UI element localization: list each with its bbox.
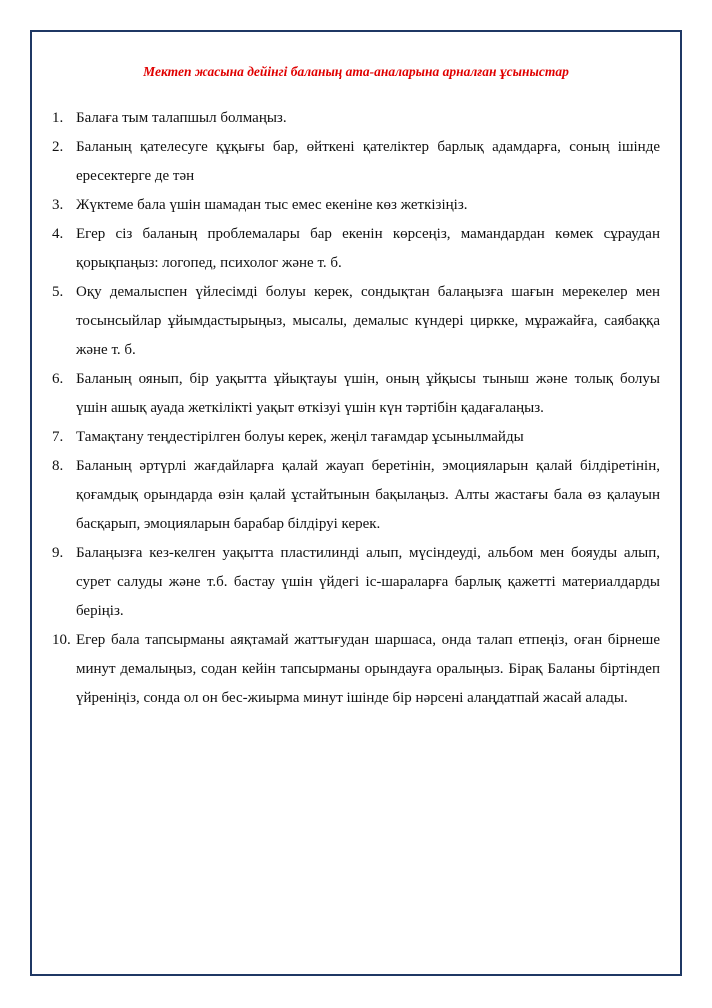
document-title: Мектеп жасына дейінгі баланың ата-аналарына арналған ұсыныстар [143,64,569,79]
item-number: 8. [52,458,64,474]
item-number: 5. [52,284,64,300]
item-number: 7. [52,429,64,445]
list-item [52,278,660,365]
recommendations-list [52,104,660,713]
item-text: Егер сіз баланың проблемалары бар екенін көрсеңіз, мамандардан көмек сұраудан қорықпаңыз: логопед, психолог және т. б. [76,226,660,271]
item-text: Баланың қателесуге құқығы бар, өйткені қателіктер барлық адамдарға, соның ішінде ересектерге де тән [76,139,660,184]
item-number: 2. [52,139,64,155]
item-text: Баланың оянып, бір уақытта ұйықтауы үшін, оның ұйқысы тыныш және толық болуы үшін ашық ауада жеткілікті уақыт өткізуі үшін күн тәртібін қадағалаңыз. [76,371,660,416]
item-text: Тамақтану теңдестірілген болуы керек, жеңіл тағамдар ұсынылмайды [76,429,524,445]
list-item [52,365,660,423]
item-number: 3. [52,197,64,213]
item-number: 10. [52,632,71,648]
list-item [52,452,660,539]
list-item [52,104,660,133]
list-item [52,220,660,278]
list-item [52,423,660,452]
list-item [52,133,660,191]
list-item [52,626,660,713]
item-text: Балаңызға кез-келген уақытта пластилинді алып, мүсіндеуді, альбом мен бояуды алып, сурет салуды және т.б. бастау үшін үйдегі іс-шараларға барлық қажетті материалдарды беріңіз. [76,545,660,619]
item-text: Оқу демалыспен үйлесімді болуы керек, сондықтан балаңызға шағын мерекелер мен тосынсыйлар ұйымдастырыңыз, мысалы, демалыс күндері циркке, мұражайға, саябаққа және т. б. [76,284,660,358]
item-text: Балаға тым талапшыл болмаңыз. [76,110,287,126]
item-text: Егер бала тапсырманы аяқтамай жаттығудан шаршаса, онда талап етпеңіз, оған бірнеше минут демалыңыз, содан кейін тапсырманы орындауға оралыңыз. Бірақ Баланы біртіндеп үйреніңіз, сонда ол он бес-жиырма минут ішінде бір нәрсені алаңдатпай жасай алады. [76,632,660,706]
item-number: 9. [52,545,64,561]
item-number: 6. [52,371,64,387]
item-number: 1. [52,110,64,126]
list-item [52,539,660,626]
item-text: Жүктеме бала үшін шамадан тыс емес екеніне көз жеткізіңіз. [76,197,468,213]
list-item [52,191,660,220]
item-text: Баланың әртүрлі жағдайларға қалай жауап беретінін, эмоцияларын қалай білдіретінін, қоғамдық орындарда өзін қалай ұстайтынын бақылаңыз. Алты жастағы бала өз қалауын басқарып, эмоцияларын барабар білдіруі керек. [76,458,660,532]
item-number: 4. [52,226,64,242]
